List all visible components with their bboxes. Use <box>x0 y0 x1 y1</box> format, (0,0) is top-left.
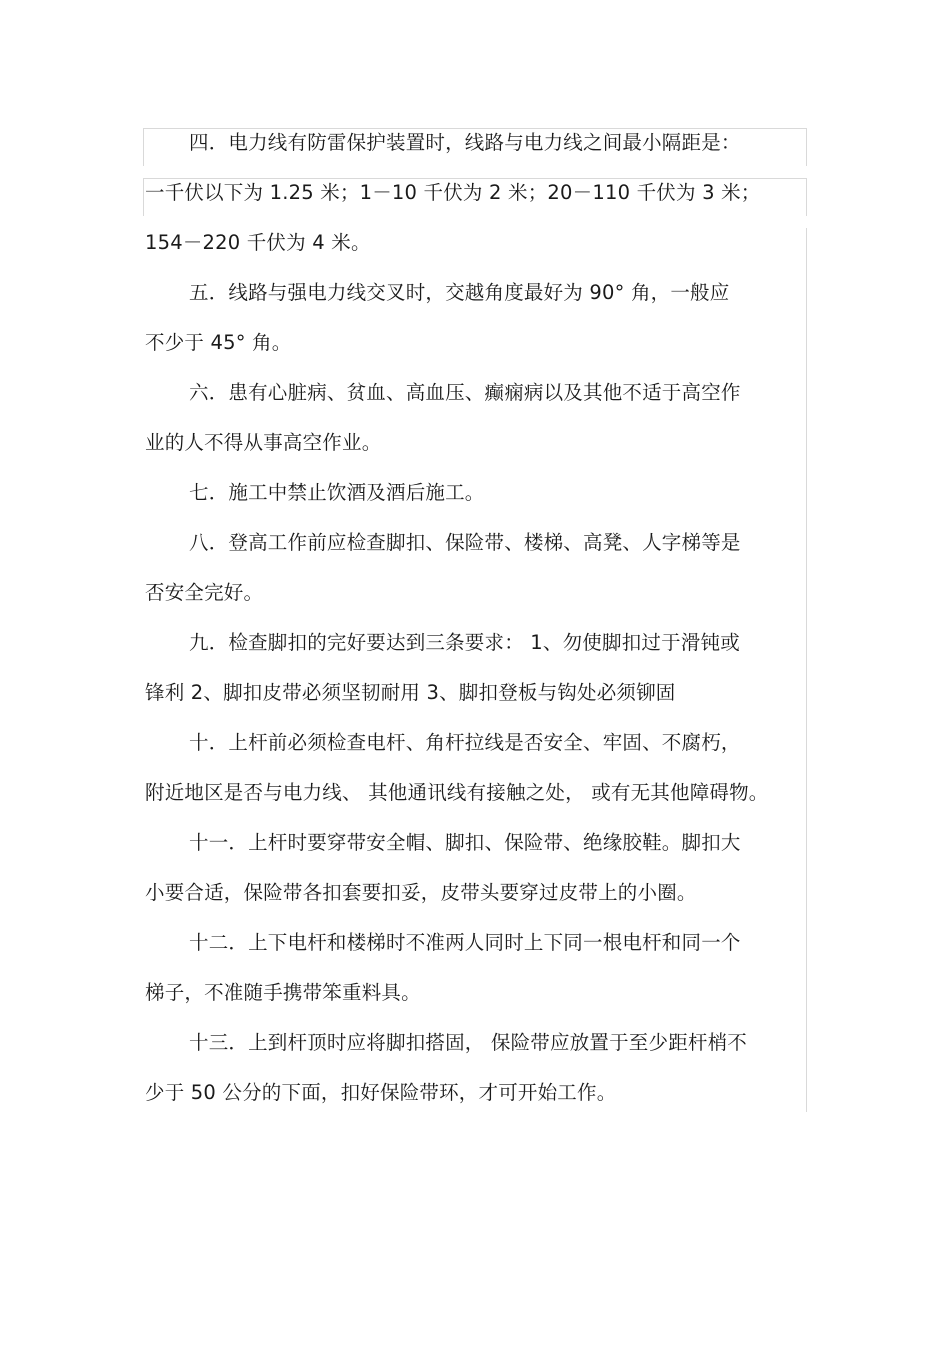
paragraph-11-line-2: 小要合适，保险带各扣套要扣妥，皮带头要穿过皮带上的小圈。 <box>145 881 697 904</box>
paragraph-12-line-2: 梯子，不准随手携带笨重料具。 <box>145 981 421 1004</box>
frame-right-segment-2 <box>806 178 807 216</box>
frame-right-long <box>806 228 807 1112</box>
paragraph-9-line-1: 九．检查脚扣的完好要达到三条要求： 1、勿使脚扣过于滑钝或 <box>189 631 740 654</box>
paragraph-7-line-1: 七．施工中禁止饮酒及酒后施工。 <box>189 481 485 504</box>
frame-left-segment-2 <box>143 178 144 216</box>
frame-left-segment-1 <box>143 128 144 166</box>
paragraph-8-line-2: 否安全完好。 <box>145 581 264 604</box>
paragraph-6-line-1: 六．患有心脏病、贫血、高血压、癫痫病以及其他不适于高空作 <box>189 381 741 404</box>
paragraph-12-line-1: 十二．上下电杆和楼梯时不准两人同时上下同一根电杆和同一个 <box>189 931 741 954</box>
paragraph-4-line-3: 154－220 千伏为 4 米。 <box>145 231 371 254</box>
paragraph-10-line-2: 附近地区是否与电力线、 其他通讯线有接触之处， 或有无其他障碍物。 <box>145 781 769 804</box>
paragraph-5-line-2: 不少于 45° 角。 <box>145 331 292 354</box>
paragraph-11-line-1: 十一．上杆时要穿带安全帽、脚扣、保险带、绝缘胶鞋。脚扣大 <box>189 831 741 854</box>
paragraph-13-line-2: 少于 50 公分的下面，扣好保险带环，才可开始工作。 <box>145 1081 617 1104</box>
paragraph-10-line-1: 十．上杆前必须检查电杆、角杆拉线是否安全、牢固、不腐朽， <box>189 731 741 754</box>
paragraph-5-line-1: 五．线路与强电力线交叉时，交越角度最好为 90° 角，一般应 <box>189 281 730 304</box>
paragraph-4-line-1: 四．电力线有防雷保护装置时，线路与电力线之间最小隔距是： <box>189 131 741 154</box>
paragraph-13-line-1: 十三．上到杆顶时应将脚扣搭固， 保险带应放置于至少距杆梢不 <box>189 1031 747 1054</box>
paragraph-4-line-2: 一千伏以下为 1.25 米；1－10 千伏为 2 米；20－110 千伏为 3 米； <box>145 181 761 204</box>
frame-right-segment-1 <box>806 128 807 166</box>
paragraph-8-line-1: 八．登高工作前应检查脚扣、保险带、楼梯、高凳、人字梯等是 <box>189 531 741 554</box>
paragraph-9-line-2: 锋利 2、脚扣皮带必须坚韧耐用 3、脚扣登板与钩处必须铆固 <box>145 681 676 704</box>
paragraph-6-line-2: 业的人不得从事高空作业。 <box>145 431 382 454</box>
